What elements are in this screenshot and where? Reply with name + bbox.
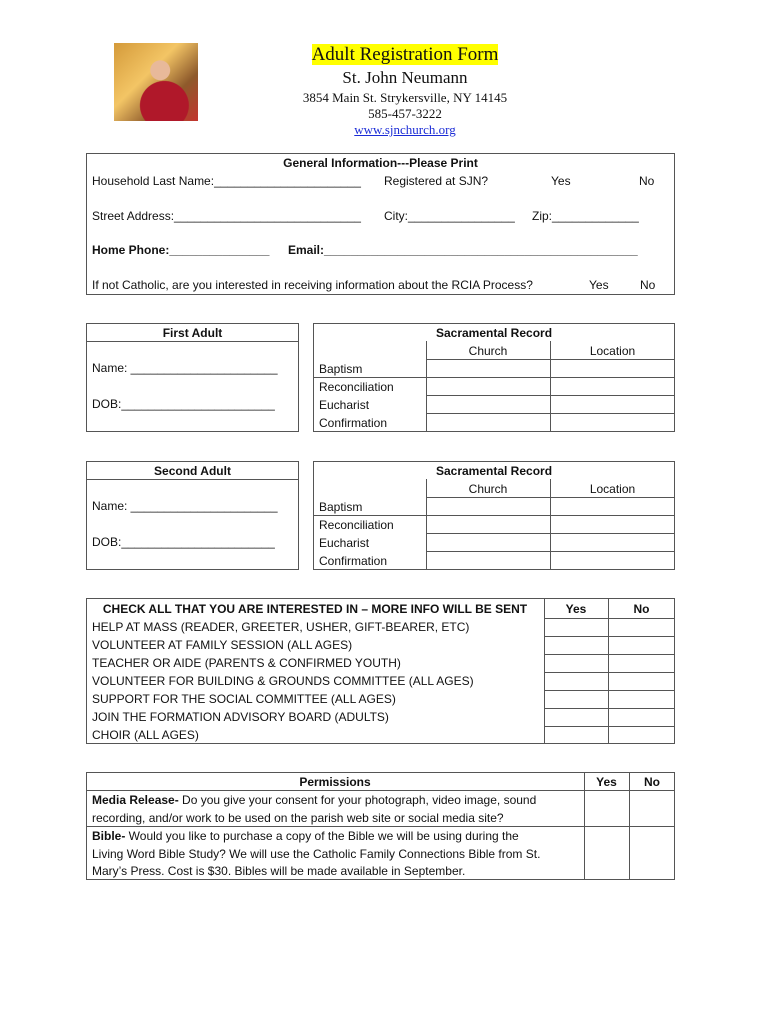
parish-phone: 585-457-3222 (368, 106, 442, 121)
registered-yes-option[interactable]: Yes (551, 174, 571, 188)
bible-line-3: Mary’s Press. Cost is $30. Bibles will be made available in September. (92, 864, 466, 878)
media-release-line-2: recording, and/or work to be used on the parish web site or social media site? (92, 811, 504, 825)
city-field[interactable]: City:________________ (384, 209, 515, 223)
sacrament-row-label: Baptism (319, 500, 363, 514)
interests-yes-header: Yes (565, 602, 587, 616)
rcia-question: If not Catholic, are you interested in receiving information about the RCIA Process? (92, 278, 533, 292)
second-adult-dob-field[interactable]: DOB:_______________________ (92, 535, 275, 549)
bible-line-2: Living Word Bible Study? We will use the Catholic Family Connections Bible from St. (92, 847, 541, 861)
bible-text: Would you like to purchase a copy of the Bible we will be using during the (125, 829, 519, 843)
bible-line-1 (92, 829, 519, 843)
church-column-header: Church (468, 482, 508, 496)
registered-question: Registered at SJN? (384, 174, 489, 188)
media-release-line-1 (92, 793, 536, 807)
parish-name: St. John Neumann (342, 68, 468, 87)
registered-no-option[interactable]: No (639, 174, 655, 188)
parish-website-link[interactable]: www.sjnchurch.org (354, 122, 456, 137)
sacrament-row-label: Confirmation (319, 554, 388, 568)
church-column-header: Church (468, 344, 508, 358)
email-field[interactable]: Email:_______________________________________________ (288, 243, 638, 257)
interests-heading: CHECK ALL THAT YOU ARE INTERESTED IN – MORE INFO WILL BE SENT (102, 602, 528, 616)
interest-item: VOLUNTEER FOR BUILDING & GROUNDS COMMITTEE (ALL AGES) (92, 674, 474, 688)
sacrament-row-label: Eucharist (319, 398, 370, 412)
sacramental-heading: Sacramental Record (435, 464, 553, 478)
interest-item: HELP AT MASS (READER, GREETER, USHER, GIFT-BEARER, ETC) (92, 620, 470, 634)
media-release-label: Media Release- (92, 793, 179, 807)
rcia-no-option[interactable]: No (640, 278, 656, 292)
second-adult-name-field[interactable]: Name: ______________________ (92, 499, 278, 513)
parish-website-wrap (0, 122, 770, 138)
interest-item: CHOIR (ALL AGES) (92, 728, 199, 742)
sacrament-row-label: Eucharist (319, 536, 370, 550)
street-address-field[interactable]: Street Address:____________________________ (92, 209, 361, 223)
first-adult-dob-field[interactable]: DOB:_______________________ (92, 397, 275, 411)
form-title-wrap (0, 44, 770, 66)
permissions-yes-header: Yes (596, 775, 617, 789)
sacrament-row-label: Confirmation (319, 416, 388, 430)
interest-item: VOLUNTEER AT FAMILY SESSION (ALL AGES) (92, 638, 353, 652)
permissions-no-header: No (644, 775, 660, 789)
zip-field[interactable]: Zip:_____________ (532, 209, 639, 223)
parish-address: 3854 Main St. Strykersville, NY 14145 (302, 90, 508, 105)
interests-no-header: No (633, 602, 650, 616)
first-adult-heading: First Adult (162, 326, 223, 340)
sacrament-row-label: Reconciliation (319, 380, 394, 394)
second-adult-heading: Second Adult (154, 464, 231, 478)
bible-label: Bible- (92, 829, 126, 843)
home-phone-field[interactable]: Home Phone:_______________ (92, 243, 270, 257)
sacramental-heading: Sacramental Record (435, 326, 553, 340)
media-release-text: Do you give your consent for your photograph, video image, sound (178, 793, 537, 807)
interest-item: JOIN THE FORMATION ADVISORY BOARD (ADULTS) (92, 710, 389, 724)
permissions-heading: Permissions (299, 775, 371, 789)
location-column-header: Location (589, 482, 636, 496)
location-column-header: Location (589, 344, 636, 358)
general-info-heading: General Information---Please Print (283, 156, 478, 170)
household-last-name-field[interactable]: Household Last Name:______________________ (92, 174, 361, 188)
sacrament-row-label: Baptism (319, 362, 363, 376)
sacrament-row-label: Reconciliation (319, 518, 394, 532)
rcia-yes-option[interactable]: Yes (589, 278, 609, 292)
form-title: Adult Registration Form (311, 44, 499, 65)
interest-item: SUPPORT FOR THE SOCIAL COMMITTEE (ALL AGES) (92, 692, 396, 706)
interest-item: TEACHER OR AIDE (PARENTS & CONFIRMED YOUTH) (92, 656, 401, 670)
first-adult-name-field[interactable]: Name: ______________________ (92, 361, 278, 375)
